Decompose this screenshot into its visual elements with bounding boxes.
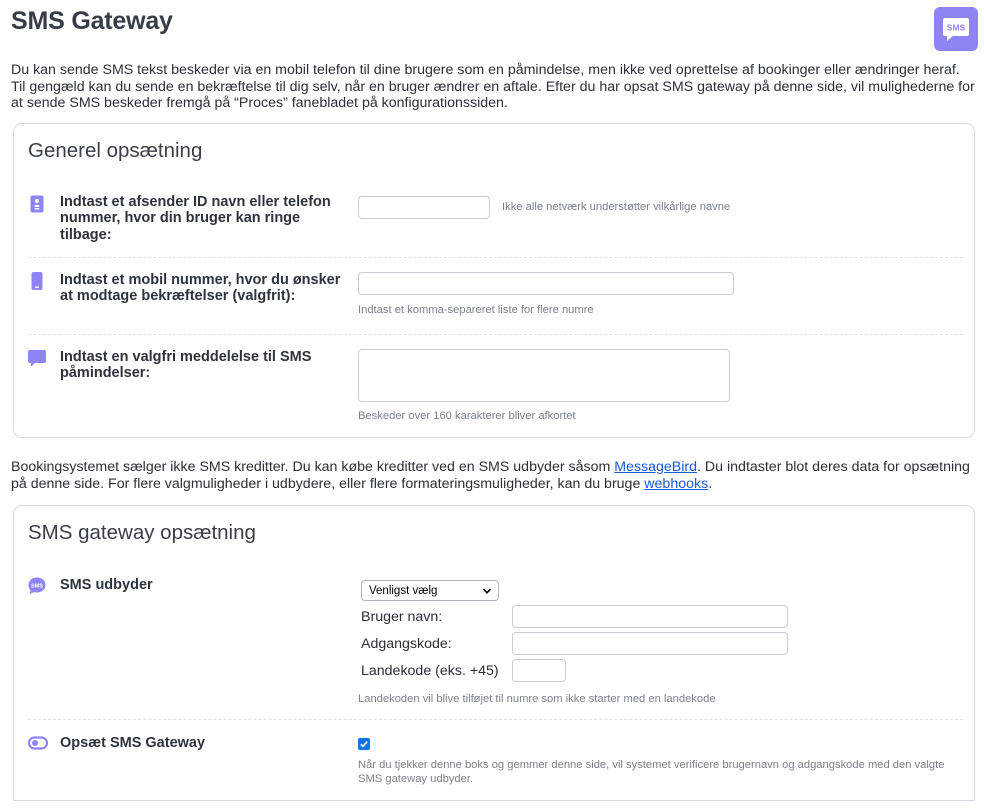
general-settings-card [13, 123, 975, 438]
enable-gateway-hint: Når du tjekker denne boks og gemmer denne side, vil systemet verificere brugernavn og adgangskode med den valgte SMS gateway udbyder. [358, 759, 945, 785]
toggle-icon [28, 736, 48, 750]
reminder-message-label: Indtast en valgfri meddelelse til SMS påmindelser: [60, 349, 312, 382]
sender-id-hint: Ikke alle netværk understøtter vilkårlige navne [502, 201, 731, 213]
checkmark-icon [359, 739, 369, 749]
enable-gateway-row [28, 735, 963, 795]
country-code-input[interactable] [512, 659, 566, 682]
chat-bubble-icon [28, 349, 46, 367]
mobile-number-row [28, 272, 963, 322]
page-title: SMS Gateway [11, 7, 173, 35]
chevron-down-icon [482, 586, 492, 596]
reminder-message-row [28, 349, 963, 429]
messagebird-link[interactable]: MessageBird [614, 459, 698, 475]
mobile-number-label: Indtast et mobil nummer, hvor du ønsker at modtage bekræftelser (valgfrit): [60, 272, 341, 305]
row-divider [28, 334, 963, 335]
row-divider [28, 719, 963, 720]
webhooks-link[interactable]: webhooks [644, 475, 709, 492]
enable-gateway-checkbox[interactable] [358, 738, 370, 750]
password-input[interactable] [512, 632, 788, 655]
enable-gateway-label: Opsæt SMS Gateway [60, 735, 206, 751]
credits-info-part: . [708, 475, 713, 492]
svg-text:SMS: SMS [946, 22, 966, 33]
sender-id-input[interactable] [358, 196, 490, 219]
row-divider [28, 257, 963, 258]
mobile-number-hint: Indtast et komma-separeret liste for flere numre [358, 304, 594, 316]
credits-info-part: . Du indtaster blot deres data for opsætning på denne side. For flere valgmuligheder i udbydere, eller flere formateringsmuligheder, kan du bruge [11, 459, 970, 492]
provider-select[interactable] [361, 580, 499, 601]
credits-info-text [11, 459, 976, 492]
id-badge-icon [28, 195, 46, 213]
username-label: Bruger navn: [361, 609, 443, 625]
country-code-label: Landekode (eks. +45) [361, 663, 499, 679]
sender-id-row [28, 194, 963, 244]
username-input[interactable] [512, 605, 788, 628]
general-settings-title: Generel opsætning [28, 139, 203, 162]
reminder-message-textarea[interactable] [358, 349, 730, 402]
mobile-phone-icon [28, 272, 46, 290]
country-code-hint: Landekoden vil blive tilføjet til numre som ikke starter med en landekode [358, 693, 716, 705]
sms-badge-icon [934, 7, 978, 51]
provider-row [28, 577, 963, 712]
svg-text:SMS: SMS [31, 583, 43, 590]
credits-info-part: Bookingsystemet sælger ikke SMS kreditter. Du kan købe kreditter ved en SMS udbyder såsom [11, 459, 615, 475]
intro-text: Du kan sende SMS tekst beskeder via en mobil telefon til dine brugere som en påmindelse, men ikke ved oprettelse af bookinger eller ændringer heraf. Til gengæld kan du sende en bekræftelse til dig selv, når en bruger ændrer en aftale. Efter du har opsat SMS gateway på denne side, vil mulighederne for at sende SMS beskeder fremgå på “Proces” fanebladet på konfigurationssiden. [11, 62, 975, 112]
sms-chat-icon [28, 577, 46, 595]
sender-id-label: Indtast et afsender ID navn eller telefon nummer, hvor din bruger kan ringe tilbage: [60, 194, 331, 243]
provider-label: SMS udbyder [60, 577, 153, 593]
sms-gateway-title: SMS gateway opsætning [28, 521, 256, 544]
provider-select-value: Venligst vælg [369, 584, 438, 597]
reminder-message-hint: Beskeder over 160 karakterer bliver afkortet [358, 410, 576, 422]
mobile-number-input[interactable] [358, 272, 734, 295]
sms-gateway-card [13, 505, 975, 801]
password-label: Adgangskode: [361, 636, 452, 652]
